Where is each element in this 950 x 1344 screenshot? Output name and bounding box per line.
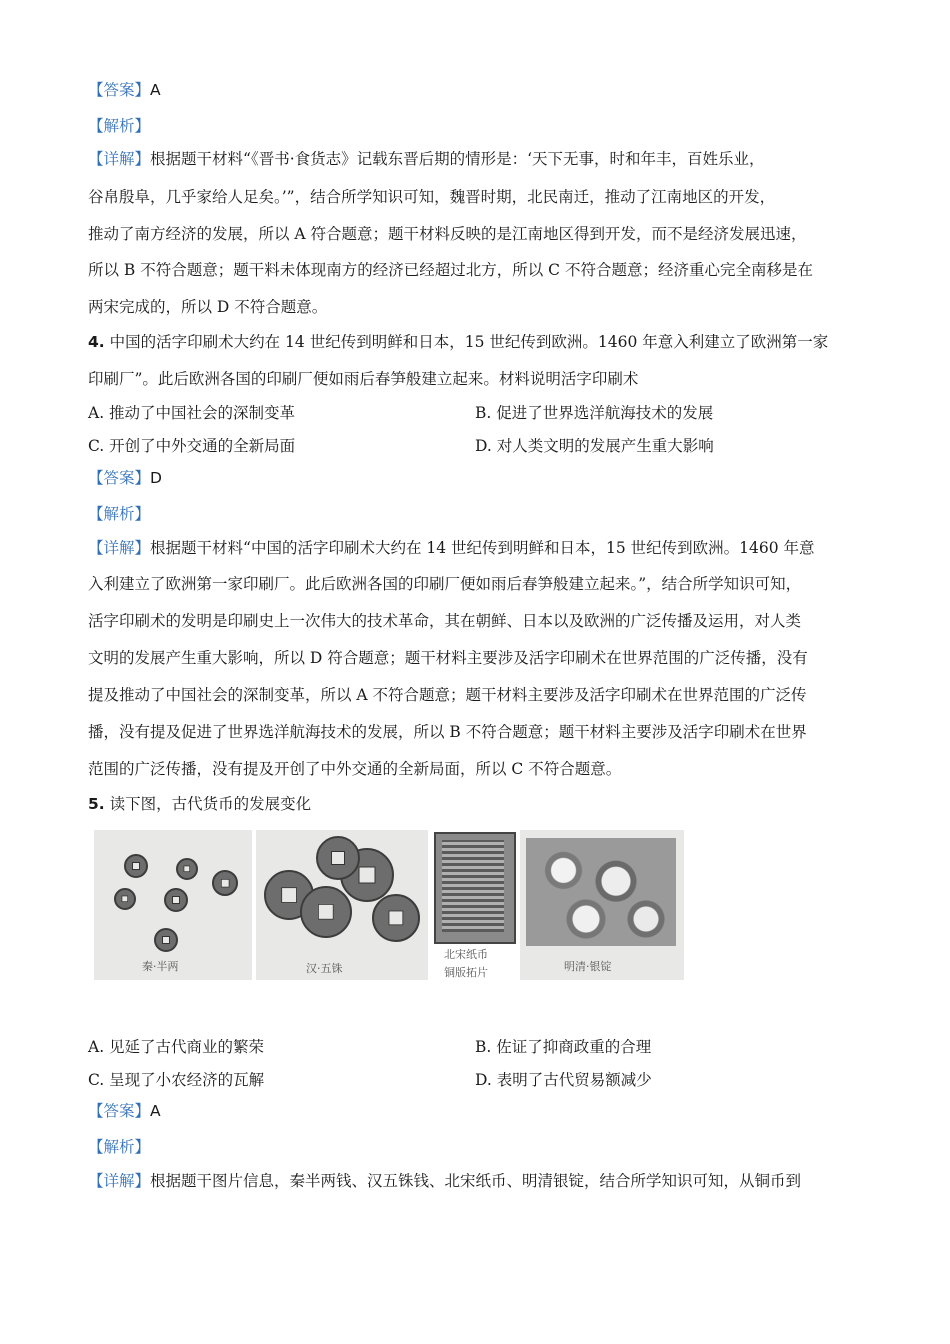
detail-text: 根据题干材料“中国的活字印刷术大约在 14 世纪传到明鲜和日本，15 世纪传到欧洲。1460 年意 bbox=[150, 539, 815, 557]
currency-figure bbox=[94, 830, 684, 1016]
coin-icon bbox=[212, 870, 238, 896]
question-stem bbox=[88, 793, 868, 815]
detail-line bbox=[88, 1170, 868, 1192]
coin-icon bbox=[164, 888, 188, 912]
option-d[interactable]: D. 对人类文明的发展产生重大影响 bbox=[475, 437, 714, 455]
option-c[interactable]: C. 呈现了小农经济的瓦解 bbox=[88, 1071, 265, 1089]
coin-icon bbox=[176, 858, 198, 880]
question-text: 读下图，古代货币的发展变化 bbox=[109, 795, 312, 813]
option-b[interactable]: B. 佐证了抑商政重的合理 bbox=[475, 1038, 652, 1056]
question-stem bbox=[88, 331, 868, 353]
figure-caption: 明清·银锭 bbox=[564, 960, 612, 973]
answer-value: A bbox=[150, 81, 161, 99]
detail-line: 两宋完成的，所以 D 不符合题意。 bbox=[88, 298, 328, 316]
figure-caption: 铜版拓片 bbox=[444, 966, 488, 979]
detail-line: 播，没有提及促进了世界选洋航海技术的发展，所以 B 不符合题意；题干材料主要涉及活字印刷术在世界 bbox=[88, 723, 807, 741]
question-number: 5. bbox=[88, 795, 105, 813]
analysis-tag: 【解析】 bbox=[88, 117, 151, 135]
coin-icon bbox=[372, 894, 420, 942]
analysis-heading bbox=[88, 115, 868, 137]
option-a[interactable]: A. 见延了古代商业的繁荣 bbox=[88, 1038, 265, 1056]
song-paper-money-image bbox=[432, 830, 516, 980]
qin-banliang-image bbox=[94, 830, 252, 980]
coin-icon bbox=[300, 886, 352, 938]
answer-line bbox=[88, 467, 868, 489]
figure-caption: 秦·半两 bbox=[142, 960, 179, 973]
detail-tag: 【详解】 bbox=[88, 539, 151, 557]
figure-caption: 北宋纸币 bbox=[444, 948, 488, 961]
detail-line: 入利建立了欧洲第一家印刷厂。此后欧洲各国的印刷厂便如雨后春笋般建立起来。”，结合所学知识可知， bbox=[88, 575, 802, 593]
coin-icon bbox=[124, 854, 148, 878]
question-stem-line: 印刷厂”。此后欧洲各国的印刷厂便如雨后春笋般建立起来。材料说明活字印刷术 bbox=[88, 370, 639, 388]
option-a[interactable]: A. 推动了中国社会的深制变革 bbox=[88, 404, 296, 422]
option-d[interactable]: D. 表明了古代贸易额减少 bbox=[475, 1071, 652, 1089]
answer-value: D bbox=[150, 469, 162, 487]
detail-tag: 【详解】 bbox=[88, 150, 151, 168]
answer-tag: 【答案】 bbox=[88, 81, 151, 99]
coin-icon bbox=[154, 928, 178, 952]
analysis-heading bbox=[88, 503, 868, 525]
question-text: 中国的活字印刷术大约在 14 世纪传到明鲜和日本，15 世纪传到欧洲。1460 年意入利建立了欧洲第一家 bbox=[109, 333, 829, 351]
paper-money-plate bbox=[434, 832, 516, 944]
answer-line bbox=[88, 1100, 868, 1122]
answer-tag: 【答案】 bbox=[88, 469, 151, 487]
detail-line: 所以 B 不符合题意；题干料未体现南方的经济已经超过北方，所以 C 不符合题意；经济重心完全南移是在 bbox=[88, 261, 813, 279]
answer-value: A bbox=[150, 1102, 161, 1120]
detail-line: 推动了南方经济的发展，所以 A 符合题意；题干材料反映的是江南地区得到开发，而不是经济发展迅速， bbox=[88, 225, 807, 243]
question-number: 4. bbox=[88, 333, 105, 351]
detail-text: 根据题干图片信息，秦半两钱、汉五铢钱、北宋纸币、明清银锭，结合所学知识可知，从铜币到 bbox=[150, 1172, 802, 1190]
coin-icon bbox=[316, 836, 360, 880]
option-c[interactable]: C. 开创了中外交通的全新局面 bbox=[88, 437, 296, 455]
han-wuzhu-image bbox=[256, 830, 428, 980]
ming-qing-silver-image bbox=[520, 830, 684, 980]
answer-line bbox=[88, 79, 868, 101]
silver-ingots-pile bbox=[526, 838, 676, 946]
analysis-heading bbox=[88, 1136, 868, 1158]
detail-line: 提及推动了中国社会的深制变革，所以 A 不符合题意；题干材料主要涉及活字印刷术在世界范围的广泛传 bbox=[88, 686, 807, 704]
answer-tag: 【答案】 bbox=[88, 1102, 151, 1120]
option-b[interactable]: B. 促进了世界选洋航海技术的发展 bbox=[475, 404, 714, 422]
detail-line: 活字印刷术的发明是印刷史上一次伟大的技术革命，其在朝鲜、日本以及欧洲的广泛传播及运用，对人类 bbox=[88, 612, 802, 630]
coin-icon bbox=[114, 888, 136, 910]
detail-line: 文明的发展产生重大影响，所以 D 符合题意；题干材料主要涉及活字印刷术在世界范围的广泛传播，没有 bbox=[88, 649, 808, 667]
detail-line bbox=[88, 537, 868, 559]
detail-line: 范围的广泛传播，没有提及开创了中外交通的全新局面，所以 C 不符合题意。 bbox=[88, 760, 622, 778]
analysis-tag: 【解析】 bbox=[88, 505, 151, 523]
detail-tag: 【详解】 bbox=[88, 1172, 151, 1190]
detail-text: 根据题干材料“《晋书·食货志》记载东晋后期的情形是：‘天下无事，时和年丰，百姓乐业， bbox=[150, 150, 765, 168]
detail-line: 谷帛殷阜，几乎家给人足矣。’”，结合所学知识可知，魏晋时期，北民南迁，推动了江南地区的开发， bbox=[88, 188, 776, 206]
analysis-tag: 【解析】 bbox=[88, 1138, 151, 1156]
figure-caption: 汉·五铢 bbox=[306, 962, 343, 975]
detail-line bbox=[88, 148, 868, 170]
